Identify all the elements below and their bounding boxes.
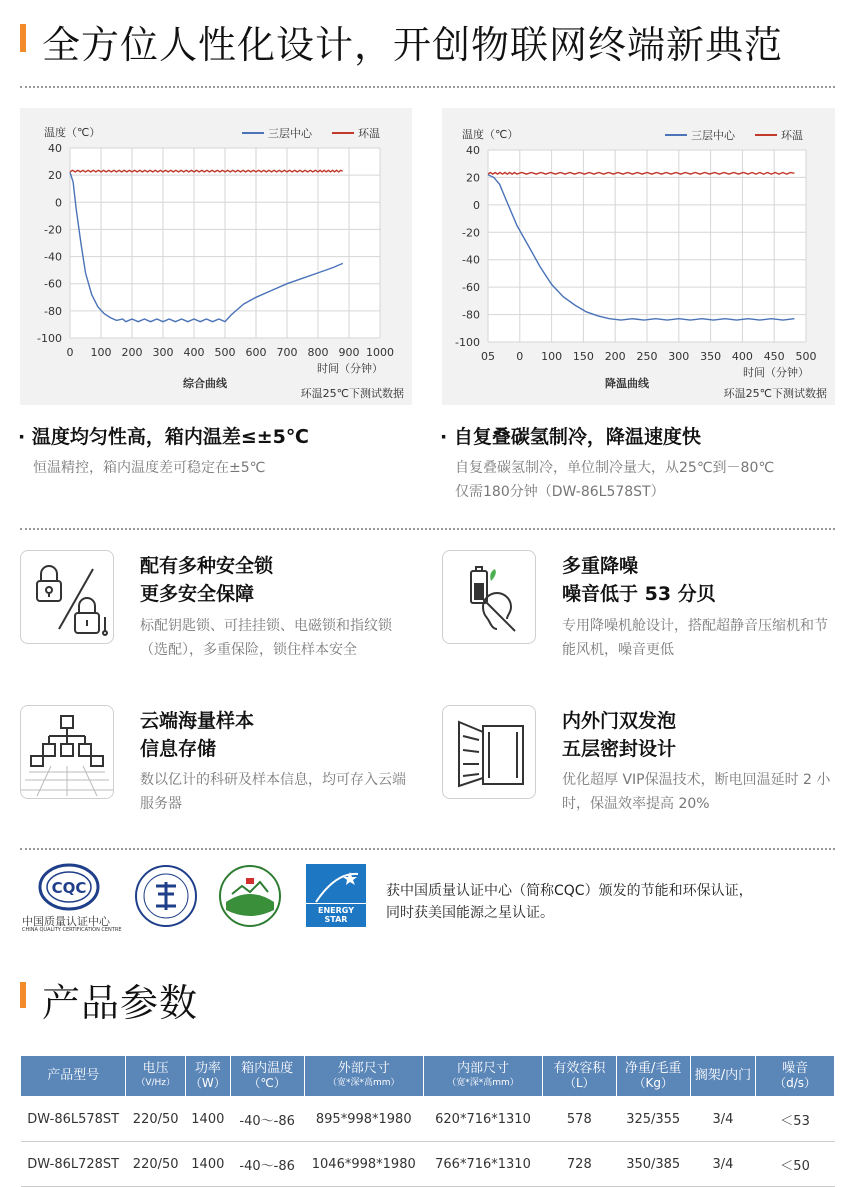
table-header-unit: （Kg） <box>633 1076 673 1090</box>
y-tick-label: 20 <box>48 169 62 183</box>
x-tick-label: 400 <box>731 350 753 363</box>
y-tick-label: 0 <box>473 198 480 212</box>
table-body <box>21 1097 835 1187</box>
table-header-cell <box>21 1056 126 1097</box>
x-tick-label: 500 <box>795 350 817 363</box>
chart-note: 环温25℃下测试数据 <box>723 387 827 400</box>
legend-label: 环温 <box>781 129 803 142</box>
energy-star-logo <box>306 864 366 927</box>
mute-ear-icon <box>443 551 535 643</box>
x-tick-label: 200 <box>604 350 626 363</box>
table-cell: 220/50 <box>126 1097 185 1142</box>
table-header-label: 噪音 <box>782 1061 809 1076</box>
table-header-cell <box>690 1056 755 1097</box>
chart-note: 环温25℃下测试数据 <box>300 387 404 400</box>
table-header-cell <box>616 1056 690 1097</box>
cqc-logo <box>38 862 100 912</box>
spec-table <box>20 1055 835 1187</box>
y-tick-label: -20 <box>44 223 62 237</box>
x-tick-label: 150 <box>572 350 594 363</box>
table-header-cell <box>230 1056 304 1097</box>
y-tick-label: -60 <box>462 281 480 295</box>
x-tick-label: 450 <box>763 350 785 363</box>
table-header-unit: （℃） <box>248 1076 286 1090</box>
y-tick-label: 40 <box>466 144 480 157</box>
cloud-storage-icon-box <box>20 705 114 799</box>
card-body-lock: 标配钥匙锁、可挂挂锁、电磁锁和指纹锁（选配），多重保险，锁住样本安全 <box>140 618 392 658</box>
table-cell: 728 <box>543 1142 617 1187</box>
table-cell: -40～-86 <box>230 1097 304 1142</box>
chart-panel-cooldown <box>442 108 835 405</box>
divider <box>20 528 835 530</box>
y-tick-label: -40 <box>462 253 480 267</box>
x-tick-label: 100 <box>541 350 563 363</box>
table-cell: 578 <box>543 1097 617 1142</box>
card-body-door: 优化超厚 VIP保温技术，断电回温延时 2 小时，保温效率提高 20% <box>562 772 831 812</box>
certification-text-line2: 同时获美国能源之星认证。 <box>386 905 554 921</box>
table-cell: -40～-86 <box>230 1142 304 1187</box>
feature-body-cooling-line2: 仅需180分钟（DW-86L578ST） <box>455 484 665 500</box>
card-title-door <box>562 707 676 763</box>
y-tick-label: -20 <box>462 226 480 240</box>
divider <box>20 848 835 850</box>
chart-panel-overall <box>20 108 412 405</box>
table-header-label: 净重/毛重 <box>625 1061 682 1076</box>
table-cell: ＜53 <box>756 1097 835 1142</box>
table-cell: 766*716*1310 <box>423 1142 542 1187</box>
y-tick-label: 0 <box>55 196 62 210</box>
x-tick-label: 700 <box>276 346 298 359</box>
y-tick-label: -40 <box>44 250 62 264</box>
chart-overall <box>20 108 412 405</box>
y-tick-label: 40 <box>48 142 62 155</box>
table-header-unit: （宽*深*高mm） <box>447 1078 519 1088</box>
section-accent-bar <box>20 24 26 52</box>
card-title-line: 五层密封设计 <box>562 738 677 760</box>
door-icon <box>443 706 535 798</box>
divider <box>20 86 835 88</box>
table-cell: 620*716*1310 <box>423 1097 542 1142</box>
legend-label: 环温 <box>358 127 380 140</box>
feature-body-cooling-line1: 自复叠碳氢制冷，单位制冷量大，从25℃到－80℃ <box>455 460 775 476</box>
table-header-label: 电压 <box>142 1061 169 1076</box>
table-cell: 3/4 <box>690 1097 755 1142</box>
x-tick-label: 300 <box>668 350 690 363</box>
noise-icon-box <box>442 550 536 644</box>
table-header-cell <box>126 1056 185 1097</box>
door-icon-box <box>442 705 536 799</box>
feature-body-uniformity: 恒温精控，箱内温度差可稳定在±5℃ <box>33 460 266 476</box>
cqc-logo-mark: CQC <box>51 879 87 897</box>
table-row <box>21 1097 835 1142</box>
table-header-label: 搁架/内门 <box>694 1068 752 1083</box>
card-title-lock <box>140 552 273 608</box>
legend-label: 三层中心 <box>691 129 735 142</box>
energy-saving-cert-icon <box>134 864 198 928</box>
table-header-label: 箱内温度 <box>241 1061 294 1076</box>
x-tick-label: 800 <box>307 346 329 359</box>
card-title-line: 配有多种安全锁 <box>140 555 274 577</box>
x-tick-label: 100 <box>90 346 112 359</box>
x-tick-label: 0 <box>516 350 524 363</box>
table-header-cell <box>543 1056 617 1097</box>
card-title-noise <box>562 552 716 608</box>
card-title-cloud <box>140 707 254 763</box>
x-tick-label: 300 <box>152 346 174 359</box>
lock-icon <box>21 551 113 643</box>
y-tick-label: -80 <box>462 308 480 322</box>
table-cell: 1046*998*1980 <box>304 1142 423 1187</box>
china-ecolabel-icon <box>218 864 282 928</box>
x-tick-label: 600 <box>245 346 267 359</box>
table-cell: 3/4 <box>690 1142 755 1187</box>
lock-icon-box <box>20 550 114 644</box>
x-tick-label: 0 <box>66 346 74 359</box>
table-header-label: 产品型号 <box>47 1068 100 1083</box>
certification-text <box>386 880 753 924</box>
chart-cooldown <box>442 108 835 405</box>
x-tick-label: 200 <box>121 346 143 359</box>
table-cell: 325/355 <box>616 1097 690 1142</box>
table-cell: 895*998*1980 <box>304 1097 423 1142</box>
table-header-unit: （L） <box>563 1076 595 1090</box>
x-axis-label: 时间（分钟） <box>317 362 383 375</box>
x-tick-label: 05 <box>481 350 495 363</box>
table-header-unit: （d/s） <box>774 1076 817 1090</box>
table-cell: ＜50 <box>756 1142 835 1187</box>
table-header-row <box>21 1056 835 1097</box>
table-header-unit: （W） <box>189 1076 226 1090</box>
x-axis-label: 时间（分钟） <box>743 366 809 379</box>
section-accent-bar <box>20 982 26 1008</box>
table-header-label: 外部尺寸 <box>337 1061 390 1076</box>
cqc-caption-en: CHINA QUALITY CERTIFICATION CENTRE <box>22 927 122 933</box>
card-title-line: 更多安全保障 <box>140 583 255 605</box>
table-row <box>21 1142 835 1187</box>
network-icon <box>21 706 113 798</box>
card-body-cloud: 数以亿计的科研及样本信息，均可存入云端服务器 <box>140 772 406 812</box>
chart-title: 综合曲线 <box>183 377 227 390</box>
card-body-noise: 专用降噪机舱设计，搭配超静音压缩机和节能风机，噪音更低 <box>562 618 828 658</box>
legend-label: 三层中心 <box>268 127 312 140</box>
y-axis-label: 温度（℃） <box>462 128 519 141</box>
table-cell: 1400 <box>185 1097 230 1142</box>
certification-text-line1: 获中国质量认证中心（简称CQC）颁发的节能和环保认证， <box>386 883 753 899</box>
card-title-line: 内外门双发泡 <box>562 710 677 732</box>
x-tick-label: 1000 <box>366 346 394 359</box>
x-tick-label: 400 <box>183 346 205 359</box>
card-title-line: 多重降噪 <box>562 555 639 577</box>
table-header-label: 功率 <box>194 1061 221 1076</box>
x-tick-label: 900 <box>338 346 360 359</box>
table-header-unit: （宽*深*高mm） <box>327 1078 400 1088</box>
table-cell: 1400 <box>185 1142 230 1187</box>
y-tick-label: -100 <box>37 332 62 345</box>
table-header-label: 内部尺寸 <box>456 1061 509 1076</box>
cqc-caption: 中国质量认证中心 <box>22 915 110 928</box>
table-header-label: 有效容积 <box>553 1061 606 1076</box>
table-cell: DW-86L728ST <box>21 1142 126 1187</box>
table-cell: DW-86L578ST <box>21 1097 126 1142</box>
section-title: 全方位人性化设计，开创物联网终端新典范 <box>42 23 784 67</box>
y-tick-label: -60 <box>44 277 62 291</box>
table-header-unit: （V/Hz） <box>136 1078 176 1088</box>
x-tick-label: 500 <box>214 346 236 359</box>
feature-heading-uniformity: · 温度均匀性高，箱内温差≤±5℃ <box>18 426 309 448</box>
table-header-cell <box>304 1056 423 1097</box>
table-header-cell <box>756 1056 835 1097</box>
card-title-line: 云端海量样本 <box>140 710 255 732</box>
y-tick-label: -100 <box>455 336 480 349</box>
x-tick-label: 350 <box>700 350 722 363</box>
table-cell: 220/50 <box>126 1142 185 1187</box>
section-title-params: 产品参数 <box>42 981 199 1025</box>
table-header-cell <box>185 1056 230 1097</box>
table-cell: 350/385 <box>616 1142 690 1187</box>
y-axis-label: 温度（℃） <box>44 126 101 139</box>
chart-title: 降温曲线 <box>605 377 649 390</box>
table-header-cell <box>423 1056 542 1097</box>
y-tick-label: 20 <box>466 171 480 185</box>
energy-star-caption: ENERGY STAR <box>306 903 366 924</box>
card-title-line: 信息存储 <box>140 738 217 760</box>
card-title-line: 噪音低于 53 分贝 <box>562 583 716 605</box>
feature-heading-cooling: · 自复叠碳氢制冷，降温速度快 <box>440 426 701 448</box>
y-tick-label: -80 <box>44 304 62 318</box>
x-tick-label: 250 <box>636 350 658 363</box>
